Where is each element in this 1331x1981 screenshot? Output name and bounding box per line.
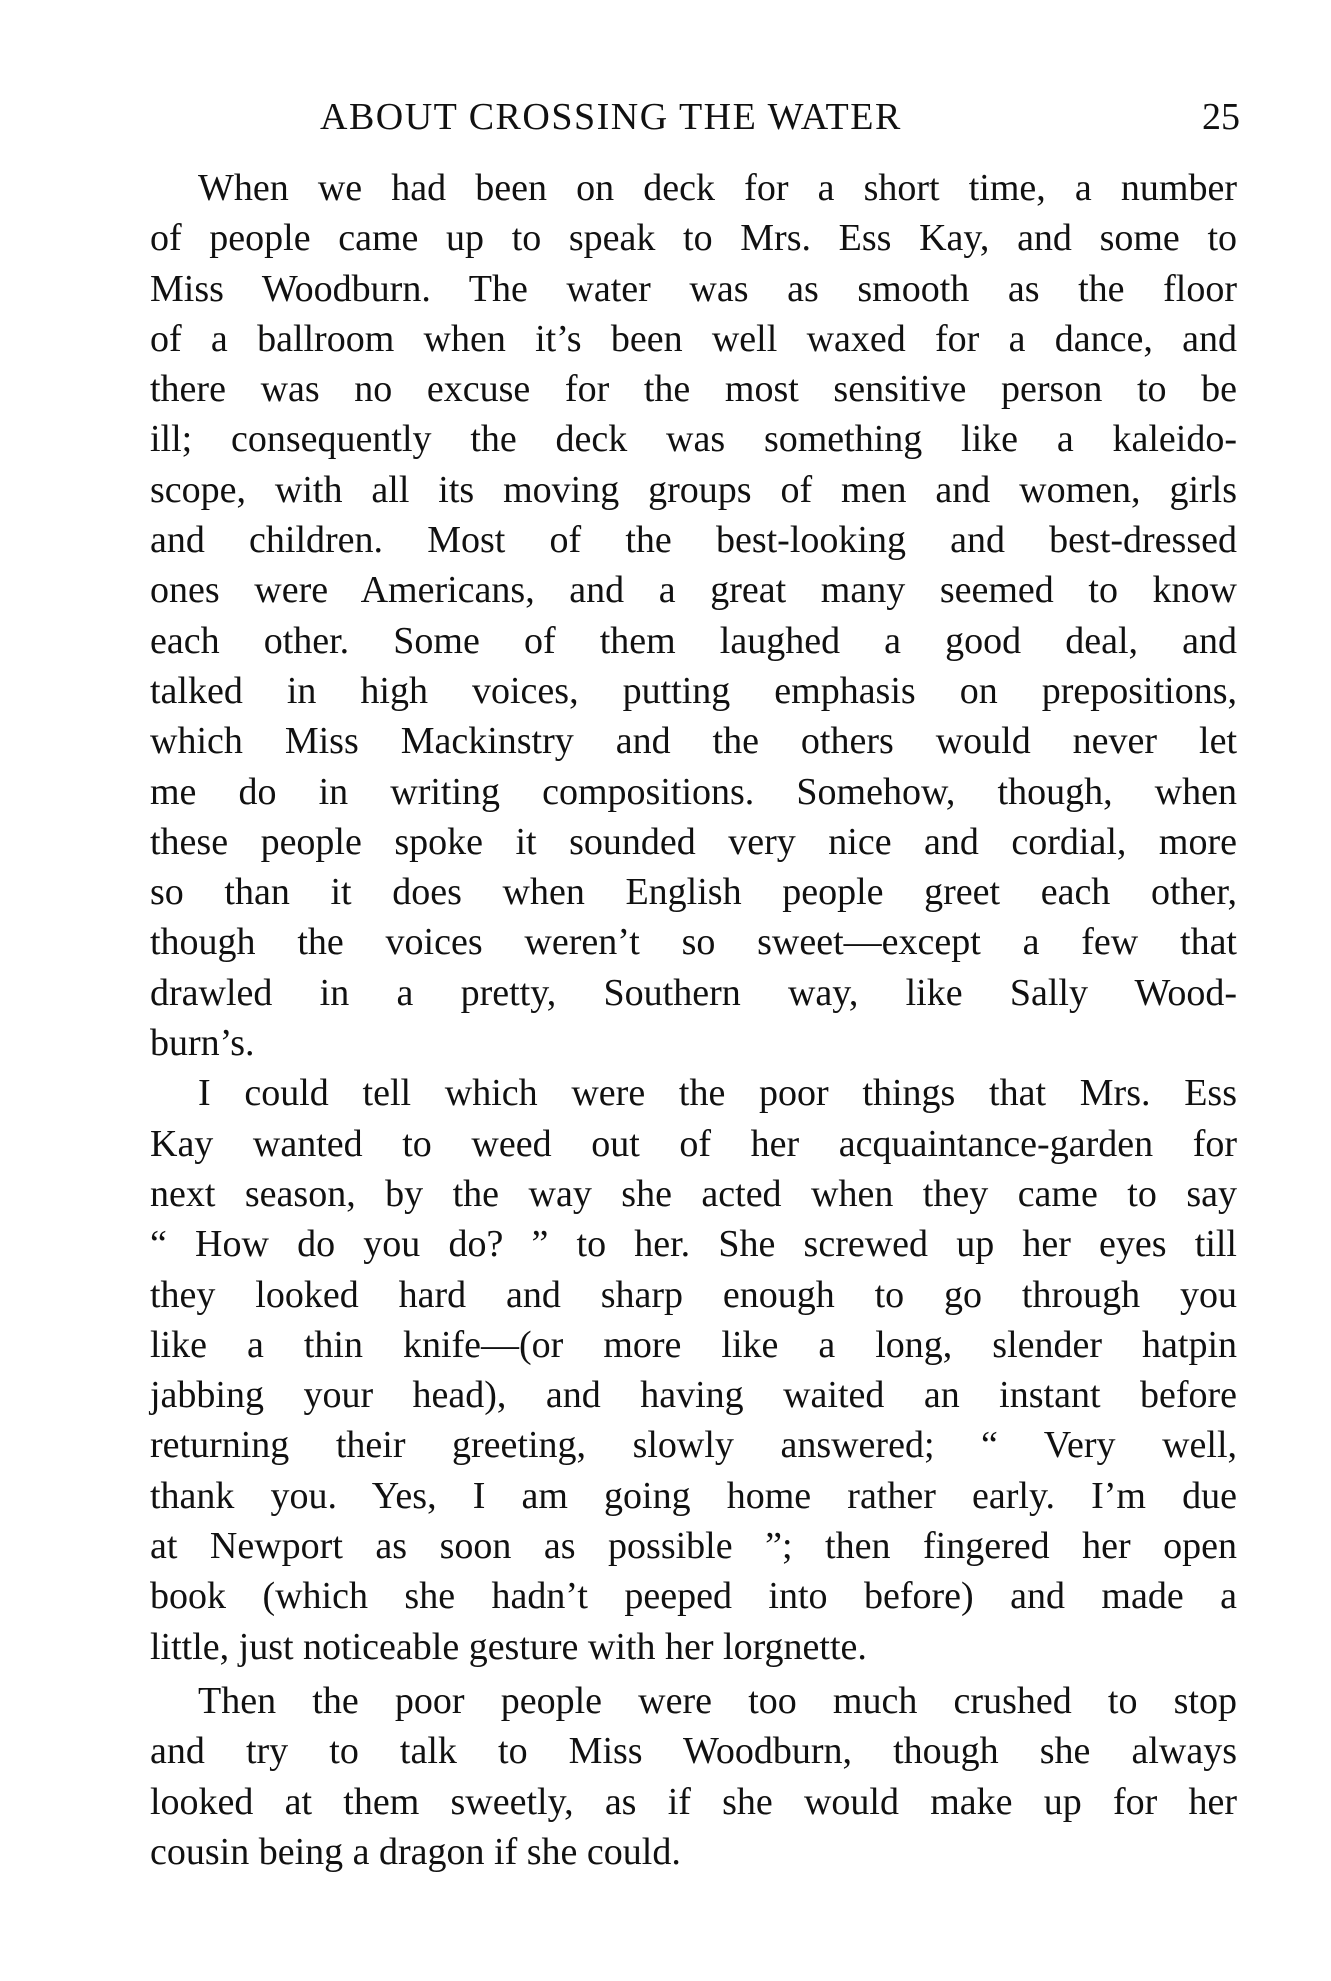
text-line: though the voices weren’t so sweet—except a few that — [150, 921, 1237, 964]
page-header — [150, 95, 1240, 143]
text-line: these people spoke it sounded very nice and cordial, more — [150, 820, 1237, 863]
paragraph — [150, 1068, 1237, 1672]
text-line: so than it does when English people greet each other, — [150, 871, 1237, 914]
text-line: like a thin knife—(or more like a long, slender hatpin — [150, 1323, 1237, 1366]
text-line: Kay wanted to weed out of her acquaintance-garden for — [150, 1122, 1237, 1165]
text-line: and try to talk to Miss Woodburn, though she always — [150, 1730, 1237, 1773]
text-line: which Miss Mackinstry and the others would never let — [150, 720, 1237, 763]
text-line: next season, by the way she acted when they came to say — [150, 1172, 1237, 1215]
text-line: scope, with all its moving groups of men and women, girls — [150, 468, 1237, 511]
text-line: jabbing your head), and having waited an instant before — [150, 1374, 1237, 1417]
text-line: and children. Most of the best-looking and best-dressed — [150, 519, 1237, 562]
text-line: at Newport as soon as possible ”; then fingered her open — [150, 1525, 1237, 1568]
running-head: ABOUT CROSSING THE WATER — [320, 96, 902, 138]
text-line: book (which she hadn’t peeped into before) and made a — [150, 1575, 1237, 1618]
text-line: Then the poor people were too much crushed to stop — [198, 1679, 1237, 1722]
text-line: looked at them sweetly, as if she would make up for her — [150, 1780, 1237, 1823]
body-text — [150, 163, 1237, 1877]
paragraph — [150, 1676, 1237, 1877]
text-line: they looked hard and sharp enough to go through you — [150, 1273, 1237, 1316]
text-line: returning their greeting, slowly answered; “ Very well, — [150, 1424, 1237, 1467]
text-line: drawled in a pretty, Southern way, like Sally Wood- — [150, 971, 1237, 1014]
text-line: I could tell which were the poor things that Mrs. Ess — [198, 1072, 1237, 1115]
text-line: talked in high voices, putting emphasis on prepositions, — [150, 669, 1237, 712]
text-line: of people came up to speak to Mrs. Ess Kay, and some to — [150, 217, 1237, 260]
text-line: there was no excuse for the most sensitive person to be — [150, 368, 1237, 411]
text-line: each other. Some of them laughed a good deal, and — [150, 619, 1237, 662]
text-line: burn’s. — [150, 1022, 255, 1065]
text-line: ones were Americans, and a great many seemed to know — [150, 569, 1237, 612]
page-number: 25 — [1202, 96, 1240, 138]
text-line: Miss Woodburn. The water was as smooth as the floor — [150, 267, 1237, 310]
text-line: ill; consequently the deck was something like a kaleido- — [150, 418, 1237, 461]
paragraph — [150, 163, 1237, 1068]
text-line: of a ballroom when it’s been well waxed for a dance, and — [150, 317, 1237, 360]
text-line: “ How do you do? ” to her. She screwed up her eyes till — [150, 1223, 1237, 1266]
text-line: cousin being a dragon if she could. — [150, 1830, 681, 1873]
text-line: When we had been on deck for a short time, a number — [198, 167, 1237, 209]
text-line: little, just noticeable gesture with her lorgnette. — [150, 1625, 867, 1668]
text-line: me do in writing compositions. Somehow, though, when — [150, 770, 1237, 813]
text-line: thank you. Yes, I am going home rather early. I’m due — [150, 1474, 1237, 1517]
